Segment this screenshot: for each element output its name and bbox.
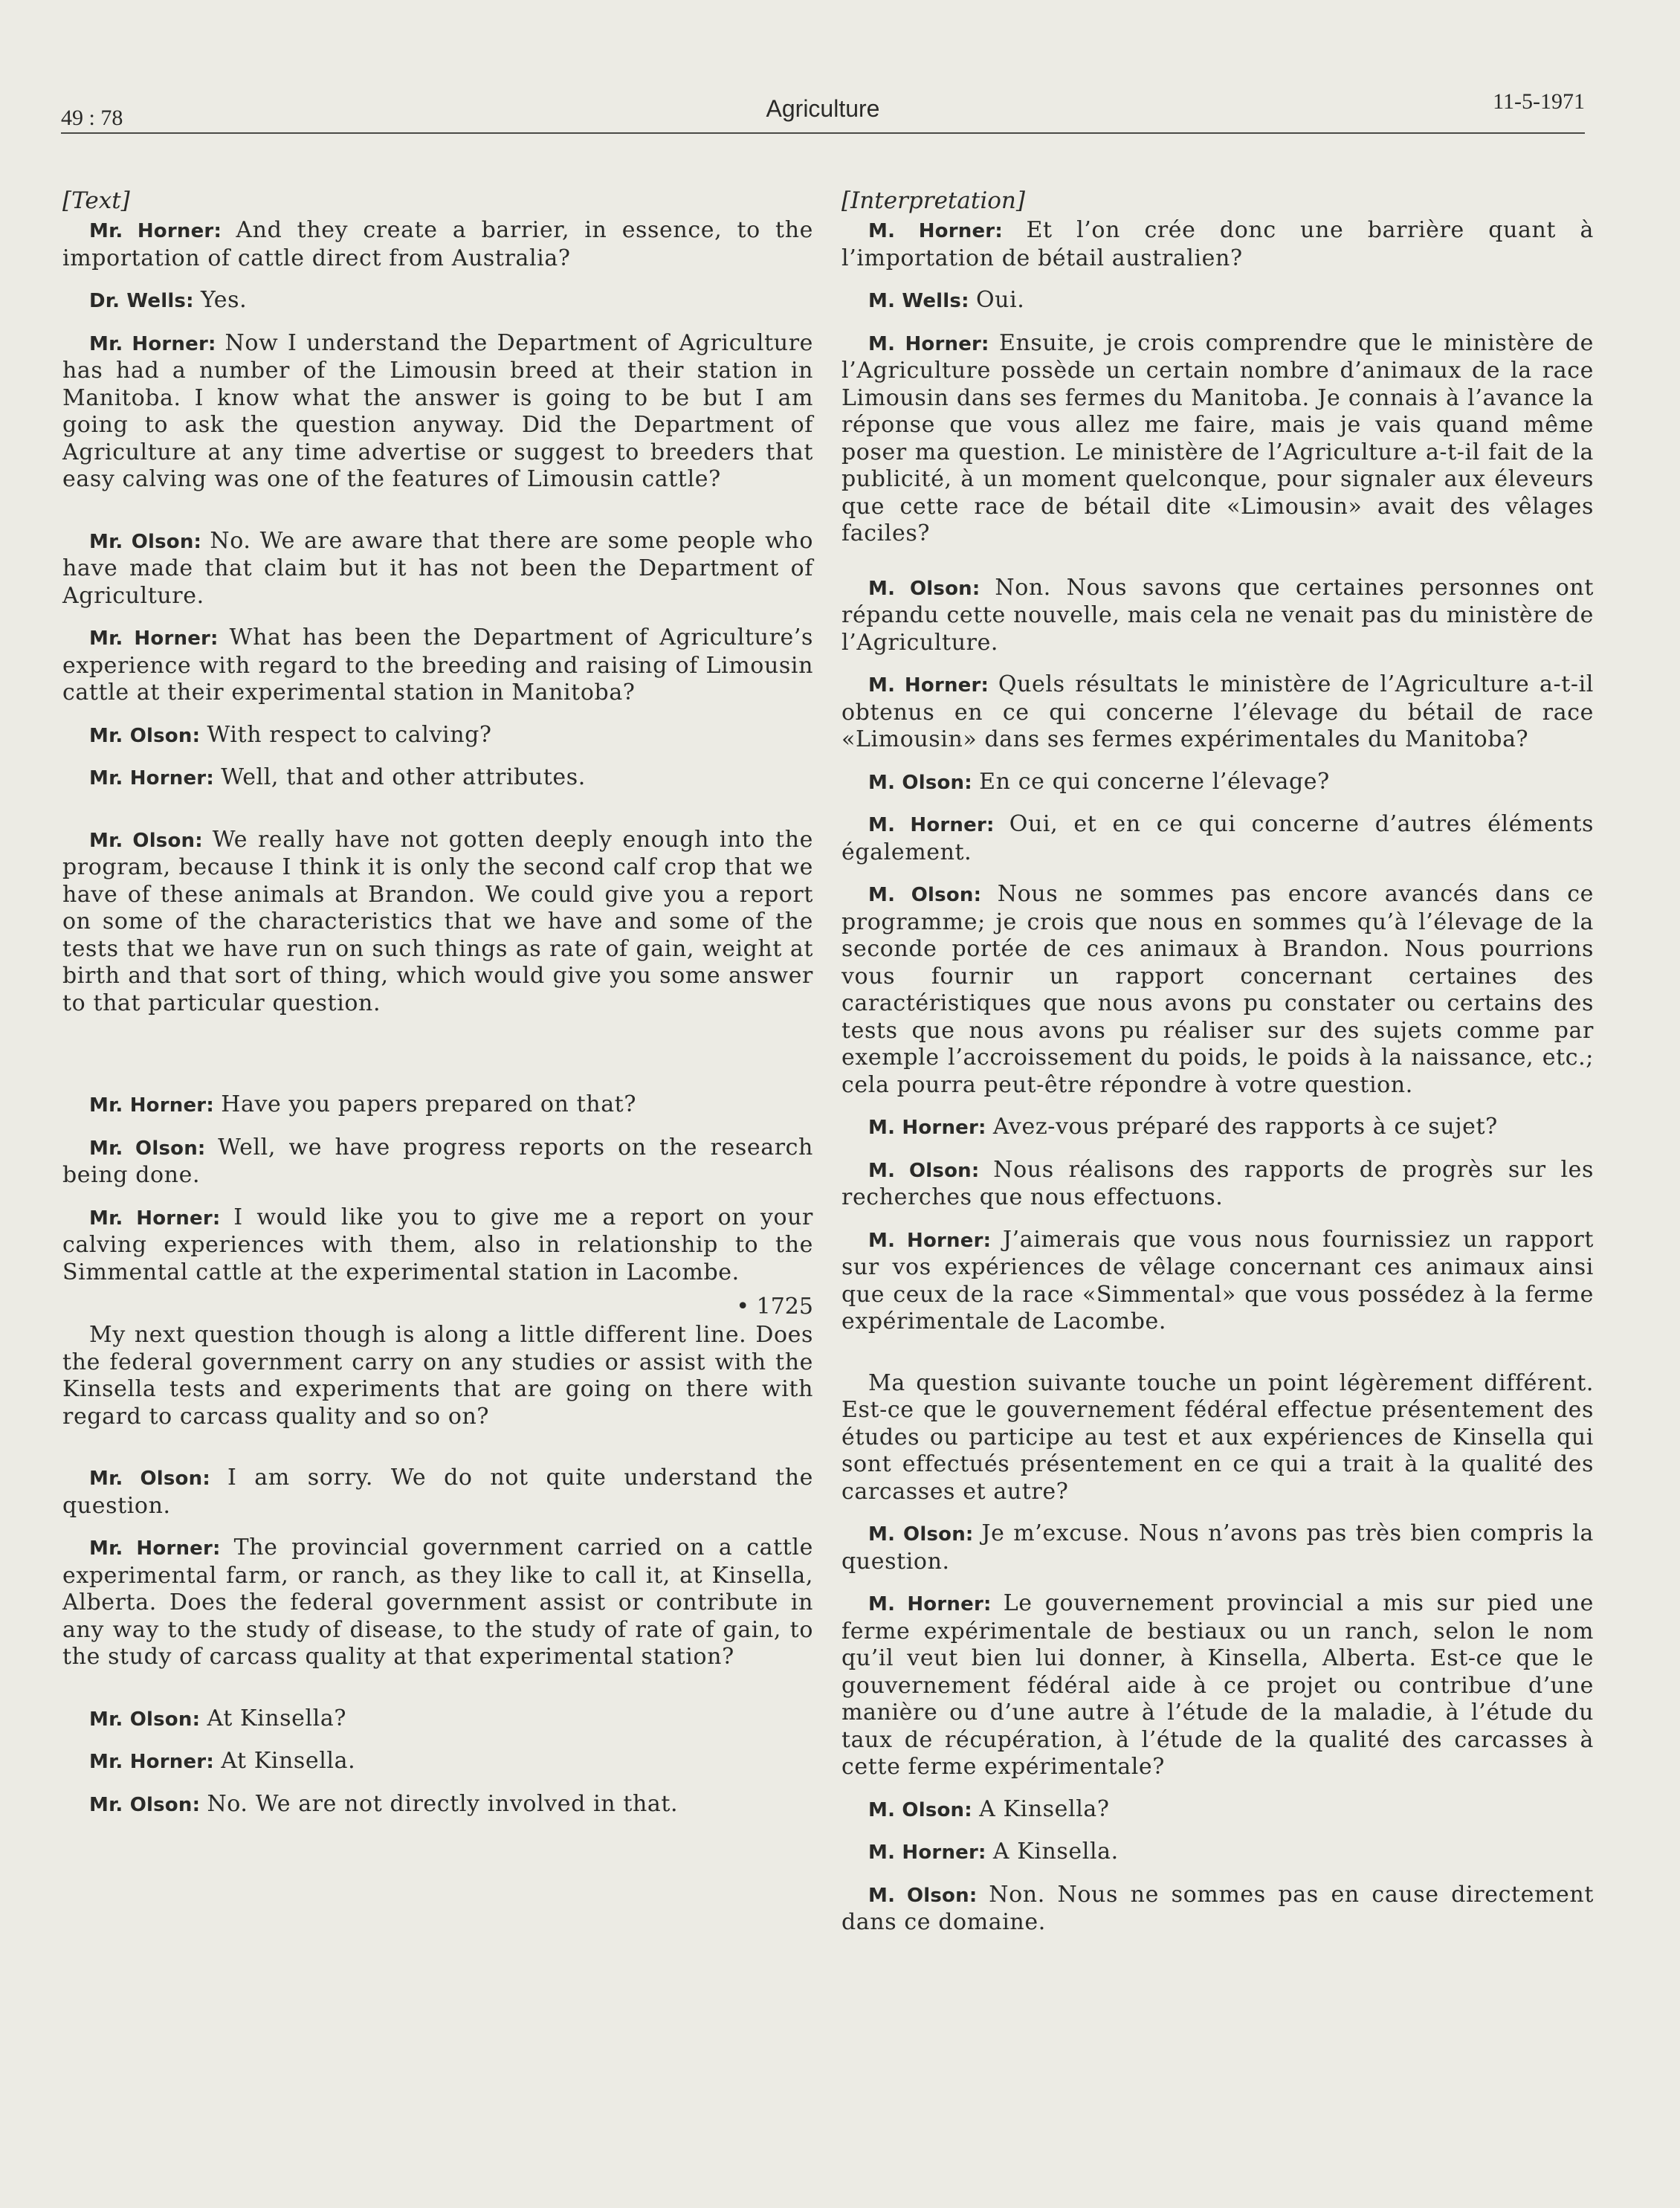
paragraph bbox=[62, 528, 813, 610]
paragraph-text: Non. Nous savons que certaines personnes ont répandu cette nouvelle, mais cela ne venait pas du ministère de l’Agriculture. bbox=[841, 574, 1594, 656]
paragraph bbox=[841, 330, 1594, 548]
paragraph-text: Well, that and other attributes. bbox=[221, 764, 586, 790]
paragraph-text: My next question though is along a little different line. Does the federal government carry on any studies or assist with the Kinsella tests and experiments that are going on there with regard to carcass quality and so on? bbox=[62, 1322, 813, 1430]
paragraph-text: Nous ne sommes pas encore avancés dans ce programme; je crois que nous en sommes qu’à l’élevage de la seconde portée de ces animaux à Brandon. Nous pourrions vous fournir un rapport concernant certaines des caractéristiques que nous avons pu constater ou certains des tests que nous avons pu réaliser sur des sujets comme par exemple l’accroissement du poids, le poids à la naissance, etc.; cela pourra peut-être répondre à votre question. bbox=[841, 881, 1594, 1098]
paragraph bbox=[841, 1882, 1594, 1937]
paragraph-text: Oui, et en ce qui concerne d’autres éléments également. bbox=[841, 811, 1594, 865]
paragraph bbox=[62, 1465, 813, 1520]
paragraph bbox=[62, 217, 813, 272]
french-column bbox=[841, 186, 1594, 1952]
speaker-name: Dr. Wells: bbox=[89, 290, 194, 312]
paragraph bbox=[62, 1134, 813, 1189]
paragraph bbox=[841, 217, 1594, 272]
paragraph-text: J’aimerais que vous nous fournissiez un rapport sur vos expériences de vêlage concernant ces animaux ainsi que ceux de la race «Simmental» que vous possédez à la ferme expérimentale de Lacombe. bbox=[841, 1226, 1594, 1334]
speaker-name: Mr. Horner: bbox=[89, 767, 214, 790]
paragraph-text: Quels résultats le ministère de l’Agriculture a-t-il obtenus en ce qui concerne l’élevage du bétail de race «Limousin» dans ses fermes expérimentales du Manitoba? bbox=[841, 671, 1594, 752]
speaker-name: Mr. Horner: bbox=[89, 1094, 214, 1117]
column-label: [Text] bbox=[62, 187, 130, 214]
paragraph-text: Have you papers prepared on that? bbox=[221, 1091, 637, 1117]
speaker-name: M. Olson: bbox=[868, 884, 982, 906]
paragraph-text: I am sorry. We do not quite understand the question. bbox=[62, 1465, 813, 1519]
paragraph bbox=[841, 1370, 1594, 1506]
paragraph-text: Well, we have progress reports on the research being done. bbox=[62, 1134, 813, 1188]
speaker-name: M. Horner: bbox=[868, 1229, 992, 1252]
speaker-name: M. Horner: bbox=[868, 332, 989, 355]
time-marker: • 1725 bbox=[736, 1294, 813, 1320]
paragraph-text: Yes. bbox=[200, 287, 248, 313]
english-column bbox=[62, 186, 813, 1833]
speaker-name: M. Horner: bbox=[868, 814, 995, 836]
paragraph-text: Ensuite, je crois comprendre que le ministère de l’Agriculture possède un certain nombre d’animaux de la race Limousin dans ses fermes du Manitoba. Je connais à l’avance la réponse que vous allez me faire, mais je vais quand même poser ma question. Le ministère de l’Agriculture a-t-il fait de la publicité, à un moment quelconque, pour signaler aux éleveurs que cette race de bétail dite «Limousin» avait des vêlages faciles? bbox=[841, 329, 1594, 546]
paragraph bbox=[841, 1839, 1594, 1867]
paragraph bbox=[841, 1227, 1594, 1336]
speaker-name: Mr. Olson: bbox=[89, 1708, 201, 1731]
paragraph bbox=[841, 1114, 1594, 1142]
paragraph bbox=[62, 287, 813, 315]
speaker-name: M. Horner: bbox=[868, 1117, 986, 1139]
paragraph bbox=[841, 671, 1594, 754]
speaker-name: M. Horner: bbox=[868, 220, 1003, 242]
speaker-name: Mr. Horner: bbox=[89, 1537, 221, 1560]
paragraph-text: En ce qui concerne l’élevage? bbox=[979, 768, 1330, 795]
speaker-name: Mr. Olson: bbox=[89, 530, 202, 553]
speaker-name: Mr. Olson: bbox=[89, 1468, 210, 1490]
paragraph bbox=[62, 1705, 813, 1734]
paragraph bbox=[62, 764, 813, 793]
paragraph bbox=[841, 575, 1594, 657]
paragraph-text: Oui. bbox=[975, 287, 1025, 313]
speaker-name: M. Olson: bbox=[868, 1798, 972, 1821]
speaker-name: M. Wells: bbox=[868, 290, 969, 312]
paragraph-text: We really have not gotten deeply enough into the program, because I think it is only the second calf crop that we have of these animals at Brandon. We could give you a report on some of the characteristics that we have and some of the tests that we have run on such things as rate of gain, weight at birth and that sort of thing, which would give you some answer to that particular question. bbox=[62, 826, 813, 1016]
paragraph bbox=[62, 827, 813, 1018]
column-label: [Interpretation] bbox=[841, 187, 1025, 214]
speaker-name: Mr. Olson: bbox=[89, 724, 201, 747]
paragraph-text: With respect to calving? bbox=[207, 721, 492, 748]
speaker-name: M. Olson: bbox=[868, 1523, 974, 1546]
paragraph-text: And they create a barrier, in essence, to the importation of cattle direct from Australia? bbox=[62, 217, 813, 271]
speaker-name: Mr. Olson: bbox=[89, 1137, 206, 1160]
speaker-name: Mr. Horner: bbox=[89, 332, 216, 355]
paragraph-text: Je m’excuse. Nous n’avons pas très bien compris la question. bbox=[841, 1520, 1594, 1575]
speaker-name: Mr. Olson: bbox=[89, 1793, 201, 1816]
speaker-name: M. Horner: bbox=[868, 1841, 986, 1864]
paragraph bbox=[62, 1791, 813, 1819]
paragraph bbox=[841, 811, 1594, 866]
paragraph-text: Nous réalisons des rapports de progrès sur les recherches que nous effectuons. bbox=[841, 1156, 1594, 1210]
page-number: 49 : 78 bbox=[61, 106, 123, 130]
speaker-name: M. Olson: bbox=[868, 577, 980, 600]
speaker-name: M. Horner: bbox=[868, 674, 989, 697]
paragraph bbox=[841, 1520, 1594, 1575]
paragraph bbox=[62, 1091, 813, 1120]
paragraph-text: At Kinsella? bbox=[207, 1705, 347, 1731]
paragraph bbox=[62, 624, 813, 707]
paragraph bbox=[62, 1748, 813, 1776]
page-header bbox=[61, 88, 1585, 134]
speaker-name: Mr. Olson: bbox=[89, 829, 203, 852]
speaker-name: M. Horner: bbox=[868, 1593, 992, 1615]
paragraph bbox=[62, 1322, 813, 1430]
paragraph bbox=[841, 769, 1594, 797]
paragraph-text: Et l’on crée donc une barrière quant à l’importation de bétail australien? bbox=[841, 217, 1594, 271]
speaker-name: Mr. Horner: bbox=[89, 1751, 214, 1773]
paragraph-text: A Kinsella. bbox=[992, 1839, 1119, 1865]
paragraph bbox=[62, 330, 813, 494]
paragraph-text: I would like you to give me a report on your calving experiences with them, also in relationship to the Simmental cattle at the experimental station in Lacombe. bbox=[62, 1204, 813, 1285]
speaker-name: Mr. Horner: bbox=[89, 627, 219, 650]
paragraph-text: The provincial government carried on a cattle experimental farm, or ranch, as they like to call it, at Kinsella, Alberta. Does the federal government assist or contribute in any way to the study of disease, to the study of rate of gain, to the study of carcass quality at that experimental station? bbox=[62, 1534, 813, 1670]
paragraph-text: At Kinsella. bbox=[221, 1748, 356, 1774]
speaker-name: M. Olson: bbox=[868, 1159, 980, 1182]
paragraph bbox=[62, 722, 813, 750]
paragraph bbox=[841, 881, 1594, 1099]
paragraph bbox=[62, 1204, 813, 1287]
paragraph bbox=[841, 1590, 1594, 1781]
paragraph-text: What has been the Department of Agriculture’s experience with regard to the breeding and raising of Limousin cattle at their experimental station in Manitoba? bbox=[62, 624, 813, 706]
speaker-name: M. Olson: bbox=[868, 771, 972, 794]
speaker-name: M. Olson: bbox=[868, 1884, 978, 1907]
paragraph-text: No. We are not directly involved in that. bbox=[207, 1790, 679, 1817]
paragraph-text: Non. Nous ne sommes pas en cause directement dans ce domaine. bbox=[841, 1881, 1594, 1935]
paragraph-text: Le gouvernement provincial a mis sur pied une ferme expérimentale de bestiaux ou un ranch, selon le nom qu’il veut bien lui donner, à Kinsella, Alberta. Est-ce que le gouvernement fédéral aide à ce projet ou contribue d’une manière ou d’une autre à l’étude de la maladie, à l’étude du taux de récupération, à l’étude de la qualité des carcasses à cette ferme expérimentale? bbox=[841, 1590, 1594, 1780]
paragraph bbox=[841, 1796, 1594, 1824]
page-title: Agriculture bbox=[766, 95, 880, 122]
paragraph-text: No. We are aware that there are some people who have made that claim but it has not been the Department of Agriculture. bbox=[62, 527, 813, 609]
page-date: 11-5-1971 bbox=[1493, 89, 1585, 114]
paragraph bbox=[841, 287, 1594, 315]
speaker-name: Mr. Horner: bbox=[89, 1207, 221, 1230]
speaker-name: Mr. Horner: bbox=[89, 220, 222, 242]
paragraph-text: Avez-vous préparé des rapports à ce sujet? bbox=[992, 1114, 1498, 1140]
paragraph-text: A Kinsella? bbox=[979, 1795, 1110, 1822]
paragraph bbox=[62, 1534, 813, 1671]
paragraph-text: Ma question suivante touche un point légèrement différent. Est-ce que le gouvernement fédéral effectue présentement des études ou participe au test et aux expériences de Kinsella qui sont effectués présentement en ce qui a trait à la qualité des carcasses et autre? bbox=[841, 1369, 1594, 1505]
paragraph-text: Now I understand the Department of Agriculture has had a number of the Limousin breed at their station in Manitoba. I know what the answer is going to be but I am going to ask the question anyway. Did the Department of Agriculture at any time advertise or suggest to breeders that easy calving was one of the features of Limousin cattle? bbox=[62, 329, 813, 492]
paragraph bbox=[841, 1157, 1594, 1212]
